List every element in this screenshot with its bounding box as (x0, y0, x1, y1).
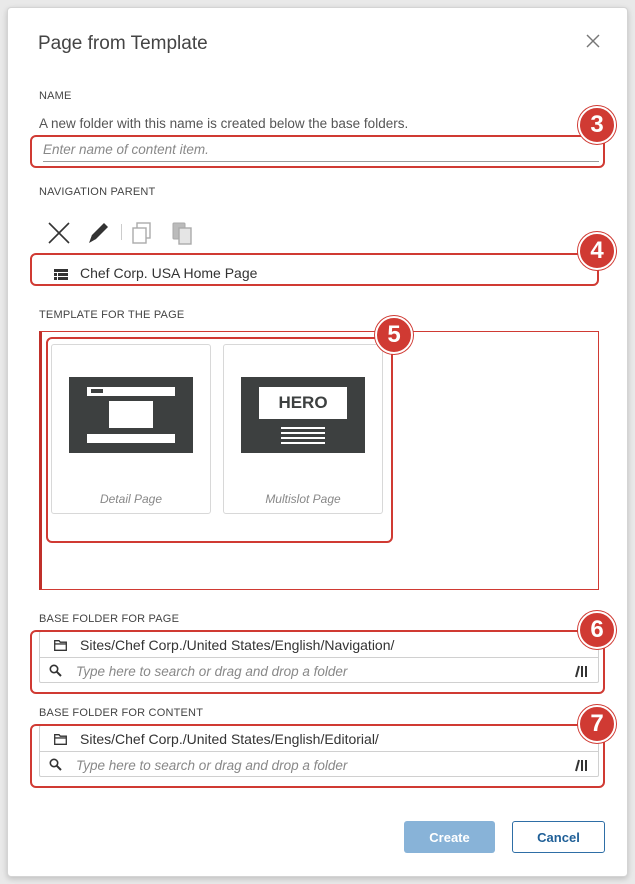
search-icon (49, 664, 62, 677)
paste-icon[interactable] (169, 220, 195, 246)
callout-3-badge: 3 (578, 106, 616, 144)
template-label: TEMPLATE FOR THE PAGE (39, 309, 185, 321)
library-icon[interactable] (574, 664, 588, 678)
name-hint: A new folder with this name is created below the base folders. (39, 116, 409, 131)
clear-icon[interactable] (46, 220, 72, 246)
navigation-parent-label: NAVIGATION PARENT (39, 186, 156, 198)
hero-thumbnail-text: HERO (259, 387, 347, 419)
name-label: NAME (39, 90, 72, 102)
base-folder-content-path: Sites/Chef Corp./United States/English/Editorial/ (80, 731, 379, 747)
dialog-title: Page from Template (38, 33, 208, 54)
folder-path-row[interactable] (40, 632, 598, 658)
callout-7-badge: 7 (578, 705, 616, 743)
hero-thumbnail (241, 377, 365, 453)
navigation-parent-field[interactable] (43, 261, 598, 287)
base-folder-page-path: Sites/Chef Corp./United States/English/Navigation/ (80, 637, 395, 653)
folder-search-row (40, 752, 598, 778)
base-folder-page-label: BASE FOLDER FOR PAGE (39, 613, 180, 625)
base-folder-content-field (39, 725, 599, 777)
callout-6-badge: 6 (578, 611, 616, 649)
folder-icon (54, 734, 67, 745)
template-name: Detail Page (99, 492, 163, 506)
base-folder-content-label: BASE FOLDER FOR CONTENT (39, 707, 204, 719)
copy-icon[interactable] (130, 220, 156, 246)
cancel-button[interactable]: Cancel (512, 821, 605, 853)
create-button[interactable]: Create (404, 821, 495, 853)
template-card-detail-page[interactable] (51, 344, 211, 514)
navigation-parent-value: Chef Corp. USA Home Page (80, 265, 258, 281)
folder-search-input[interactable] (76, 661, 556, 681)
page-list-icon (54, 269, 68, 280)
folder-search-row (40, 658, 598, 684)
name-input[interactable] (43, 138, 599, 162)
close-icon[interactable] (584, 32, 602, 50)
toolbar-separator (121, 224, 122, 240)
detail-page-thumbnail (69, 377, 193, 453)
library-icon[interactable] (574, 758, 588, 772)
search-icon (49, 758, 62, 771)
template-card-multislot-page[interactable] (223, 344, 383, 514)
folder-path-row[interactable] (40, 726, 598, 752)
edit-icon[interactable] (85, 220, 111, 246)
folder-icon (54, 640, 67, 651)
page-from-template-dialog (7, 7, 628, 877)
base-folder-page-field (39, 631, 599, 683)
callout-4-badge: 4 (578, 232, 616, 270)
folder-search-input[interactable] (76, 755, 556, 775)
template-name: Multislot Page (265, 492, 341, 506)
callout-5-badge: 5 (375, 316, 413, 354)
